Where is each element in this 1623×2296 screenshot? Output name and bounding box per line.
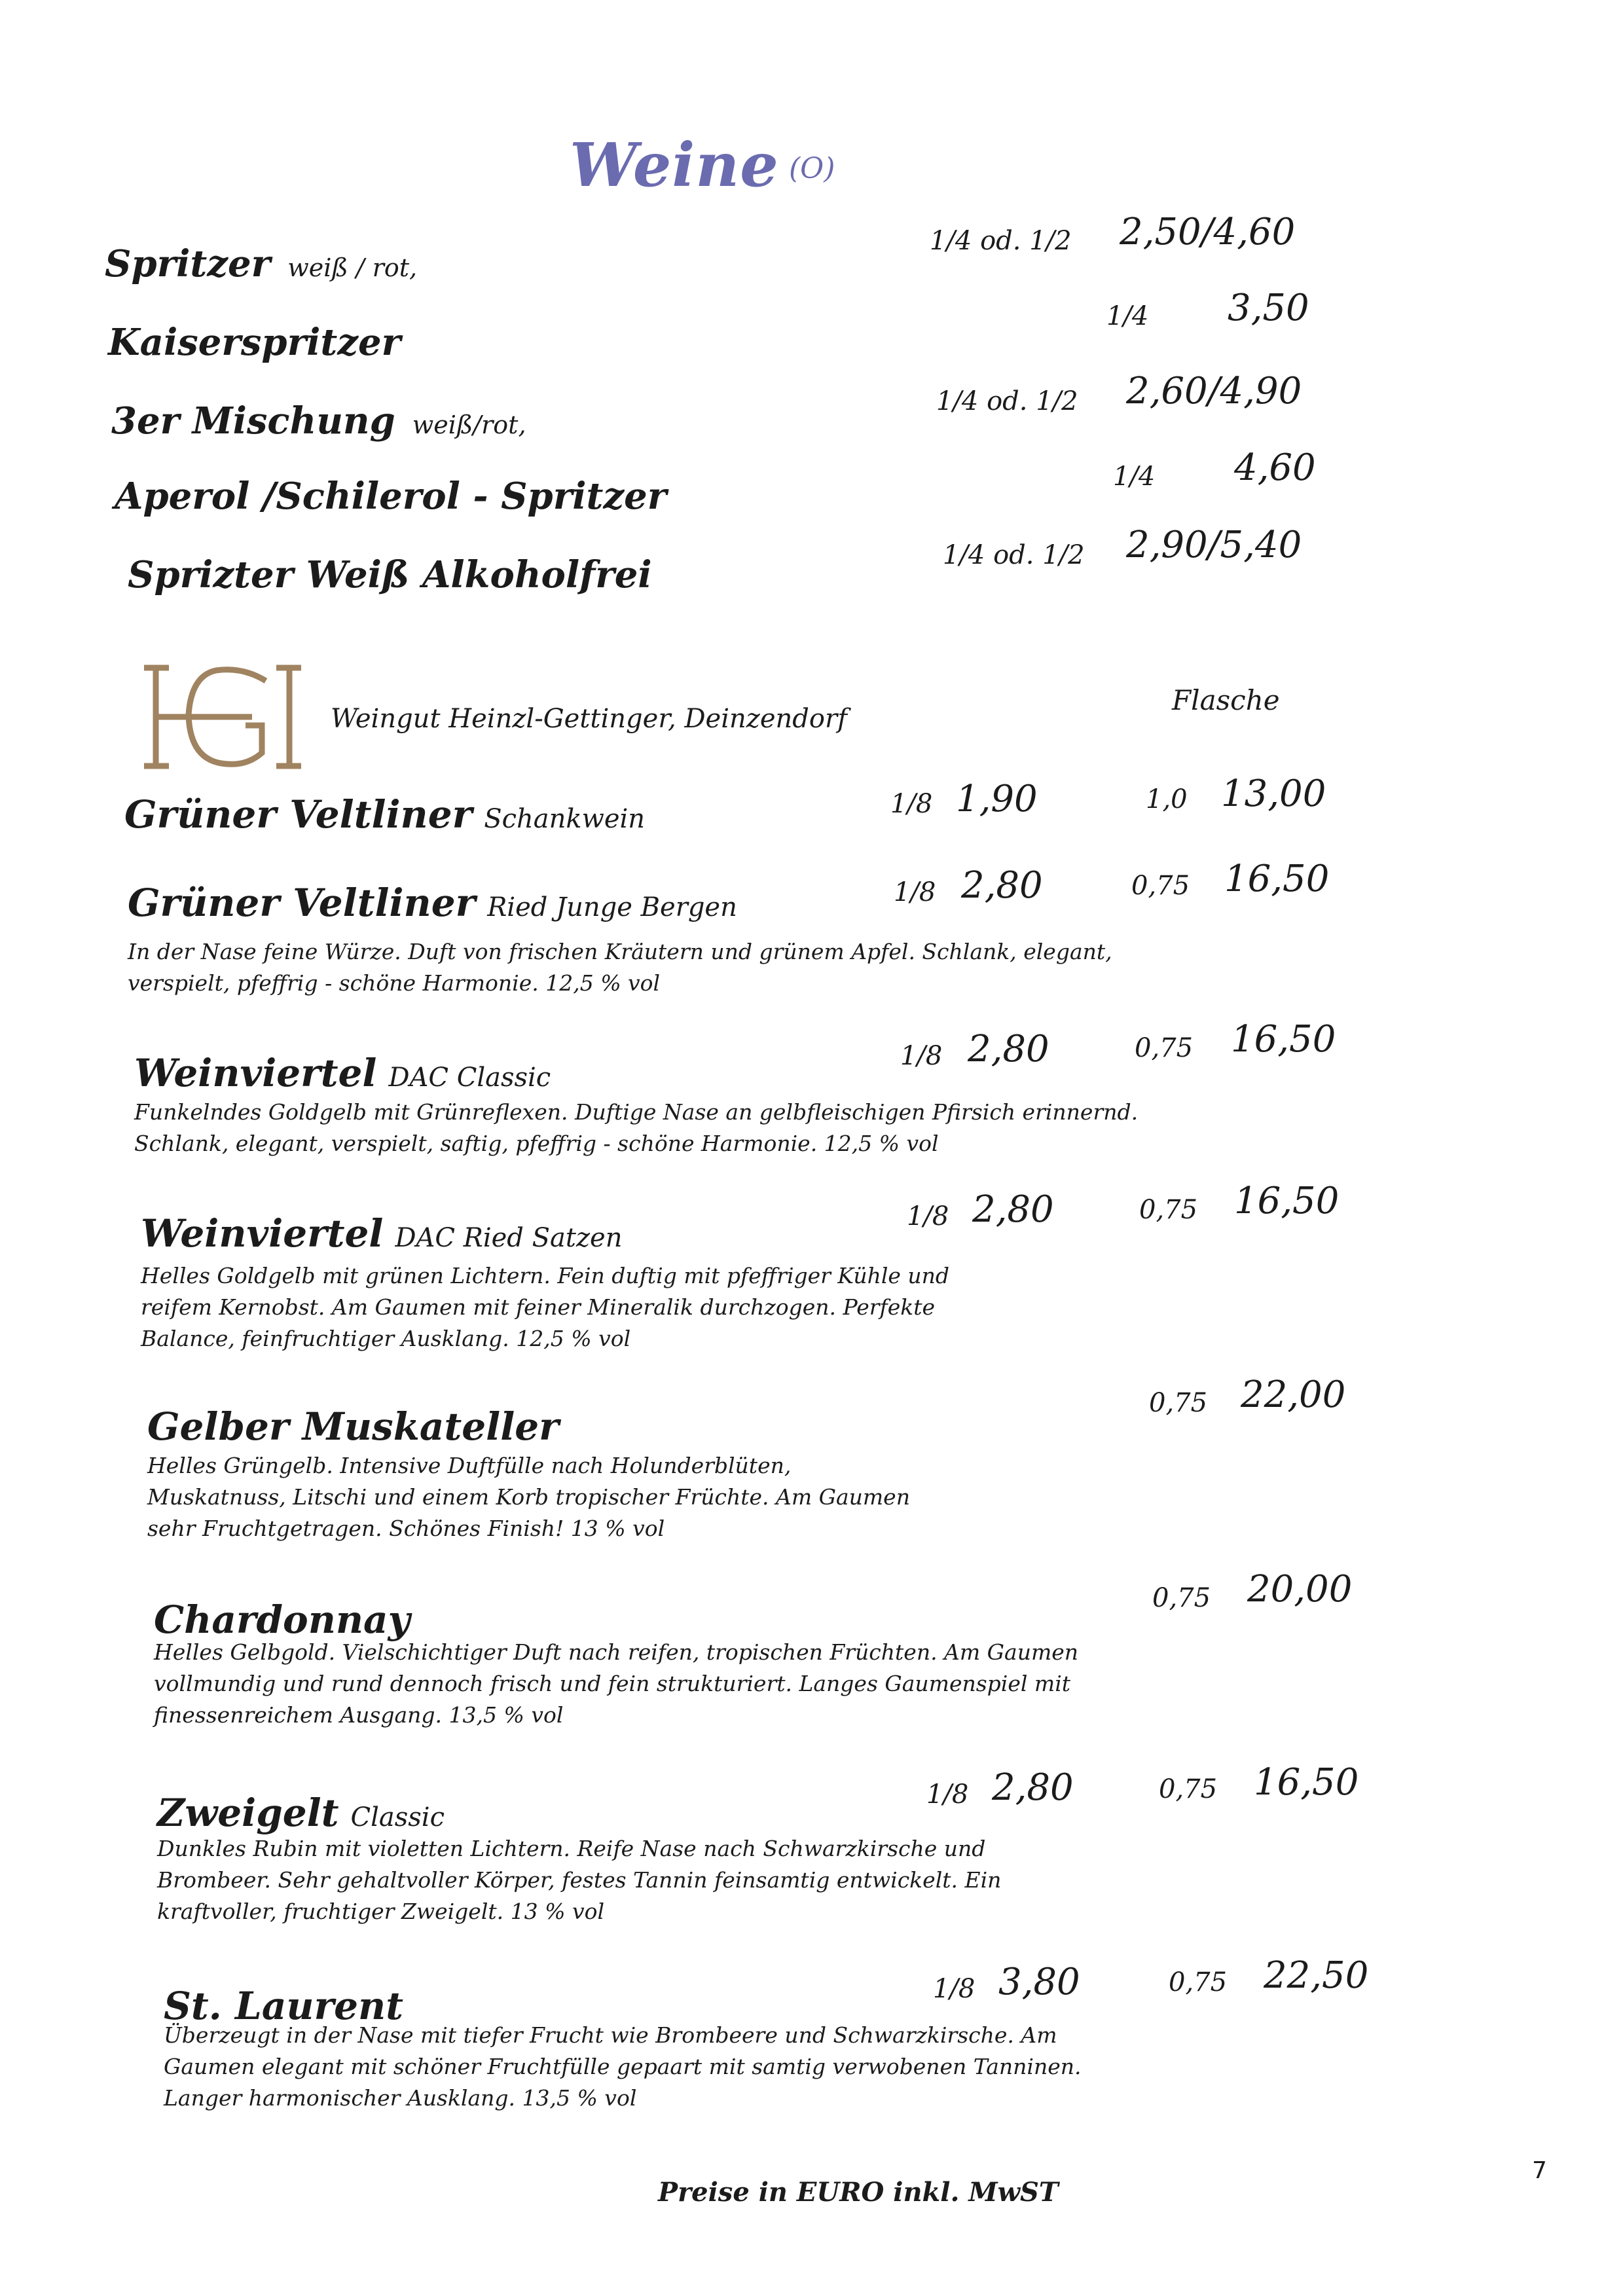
wine-description: Helles Goldgelb mit grünen Lichtern. Fein duftig mit pfeffriger Kühle und reifem Kernobst. Am Gaumen mit feiner Mineralik durchzogen. Perfekte Balance, feinfruchtiger Ausklang. 12,5 % vol — [141, 1263, 950, 1351]
bottle-size: 1,0 — [1146, 784, 1188, 814]
wine-title — [134, 1051, 551, 1095]
spritzer-name: Aperol /Schilerol - Spritzer — [115, 475, 667, 518]
glass-size: 1/8 — [900, 1041, 943, 1071]
wine-description: Helles Gelbgold. Vielschichtiger Duft nach reifen, tropischen Früchten. Am Gaumen vollmundig und rund dennoch frisch und fein strukturiert. Langes Gaumenspiel mit finessenreichem Ausgang. 13,5 % vol — [154, 1639, 1079, 1728]
page-title: Weine — [570, 130, 779, 200]
spritzer-note: weiß/rot, — [412, 410, 526, 439]
bottle-size: 0,75 — [1152, 1583, 1211, 1613]
spritzer-name: Kaiserspritzer — [108, 321, 401, 364]
spritzer-item — [115, 475, 666, 518]
spritzer-item — [105, 242, 417, 285]
glass-price: 2,80 — [968, 1028, 1049, 1070]
wine-subtitle: Ried Junge Bergen — [487, 892, 737, 922]
bottle-header: Flasche — [1172, 684, 1280, 716]
wine-description: Überzeugt in der Nase mit tiefer Frucht wie Brombeere und Schwarzkirsche. Am Gaumen elegant mit schöner Fruchtfülle gepaart mit samtig verwobenen Tanninen. Langer harmonischer Ausklang. 13,5 % vol — [164, 2022, 1082, 2111]
hg-monogram-icon — [137, 661, 308, 773]
wine-name: Gelber Muskateller — [147, 1404, 559, 1449]
glass-price: 3,80 — [998, 1961, 1080, 2003]
bottle-size: 0,75 — [1169, 1967, 1228, 1997]
winery-name: Weingut Heinzl-Gettinger, Deinzendorf — [331, 704, 847, 734]
glass-price: 2,80 — [972, 1188, 1054, 1231]
spritzer-price: 2,50/4,60 — [1120, 211, 1296, 253]
bottle-price: 16,50 — [1254, 1761, 1359, 1804]
spritzer-item — [128, 553, 652, 596]
bottle-size: 0,75 — [1159, 1774, 1218, 1804]
spritzer-price: 3,50 — [1228, 287, 1309, 329]
spritzer-item — [108, 321, 401, 364]
glass-size: 1/8 — [907, 1201, 949, 1231]
wine-subtitle: Schankwein — [484, 804, 646, 834]
spritzer-size: 1/4 — [1106, 301, 1149, 331]
glass-price: 1,90 — [956, 778, 1038, 820]
spritzer-price: 4,60 — [1234, 446, 1316, 489]
spritzer-name: 3er Mischung — [111, 399, 395, 443]
wine-name: St. Laurent — [164, 1984, 404, 2028]
spritzer-size: 1/4 od. 1/2 — [936, 386, 1078, 416]
wine-subtitle: Classic — [350, 1802, 445, 1832]
wine-title — [141, 1211, 622, 1256]
page-number: 7 — [1532, 2157, 1547, 2184]
bottle-size: 0,75 — [1135, 1033, 1194, 1063]
title-marker: (O) — [789, 152, 835, 185]
wine-description: Funkelndes Goldgelb mit Grünreflexen. Duftige Nase an gelbfleischigen Pfirsich erinnernd. Schlank, elegant, verspielt, saftig, pfeffrig - schöne Harmonie. 12,5 % vol — [134, 1099, 1139, 1156]
wine-subtitle: DAC Ried Satzen — [395, 1223, 623, 1253]
spritzer-name: Sprizter Weiß Alkoholfrei — [128, 553, 652, 596]
wine-title — [124, 792, 645, 837]
bottle-price: 22,50 — [1264, 1954, 1369, 1997]
spritzer-name: Spritzer — [105, 242, 271, 285]
spritzer-note: weiß / rot, — [287, 253, 418, 282]
spritzer-price: 2,60/4,90 — [1126, 370, 1302, 412]
glass-size: 1/8 — [890, 789, 933, 819]
wine-title — [157, 1791, 445, 1835]
bottle-size: 0,75 — [1149, 1388, 1208, 1418]
winery-logo — [137, 661, 308, 773]
glass-size: 1/8 — [933, 1974, 976, 2004]
wine-title — [154, 1597, 410, 1642]
glass-size: 1/8 — [926, 1779, 969, 1810]
wine-name: Weinviertel — [134, 1051, 377, 1095]
wine-name: Chardonnay — [154, 1597, 410, 1642]
wine-subtitle: DAC Classic — [388, 1063, 551, 1093]
spritzer-size: 1/4 — [1113, 462, 1156, 492]
bottle-price: 20,00 — [1247, 1568, 1353, 1611]
spritzer-size: 1/4 od. 1/2 — [943, 540, 1085, 570]
bottle-price: 22,00 — [1241, 1374, 1346, 1416]
wine-description: Helles Grüngelb. Intensive Duftfülle nach Holunderblüten, Muskatnuss, Litschi und einem Korb tropischer Früchte. Am Gaumen sehr Fruchtgetragen. Schönes Finish! 13 % vol — [147, 1453, 910, 1541]
glass-price: 2,80 — [992, 1766, 1074, 1809]
spritzer-size: 1/4 od. 1/2 — [930, 226, 1072, 256]
wine-name: Zweigelt — [157, 1791, 339, 1835]
wine-name: Weinviertel — [141, 1211, 384, 1256]
spritzer-price: 2,90/5,40 — [1126, 524, 1302, 566]
bottle-size: 0,75 — [1131, 871, 1190, 901]
wine-description: Dunkles Rubin mit violetten Lichtern. Reife Nase nach Schwarzkirsche und Brombeer. Sehr gehaltvoller Körper, festes Tannin feinsamtig entwickelt. Ein kraftvoller, fruchtiger Zweigelt. 13 % vol — [157, 1836, 1002, 1924]
wine-name: Grüner Veltliner — [124, 792, 473, 837]
price-footnote: Preise in EURO inkl. MwST — [658, 2177, 1059, 2208]
bottle-size: 0,75 — [1139, 1195, 1198, 1225]
wine-name: Grüner Veltliner — [128, 881, 476, 925]
wine-title — [147, 1404, 559, 1449]
glass-size: 1/8 — [894, 877, 936, 907]
bottle-price: 16,50 — [1231, 1018, 1336, 1061]
bottle-price: 16,50 — [1224, 858, 1330, 900]
wine-description: In der Nase feine Würze. Duft von frischen Kräutern und grünem Apfel. Schlank, elegant, verspielt, pfeffrig - schöne Harmonie. 12,5 % vol — [128, 939, 1112, 996]
glass-price: 2,80 — [961, 864, 1043, 907]
bottle-price: 13,00 — [1221, 773, 1326, 815]
wine-title — [128, 881, 737, 925]
bottle-price: 16,50 — [1234, 1180, 1340, 1222]
spritzer-item — [111, 399, 526, 443]
